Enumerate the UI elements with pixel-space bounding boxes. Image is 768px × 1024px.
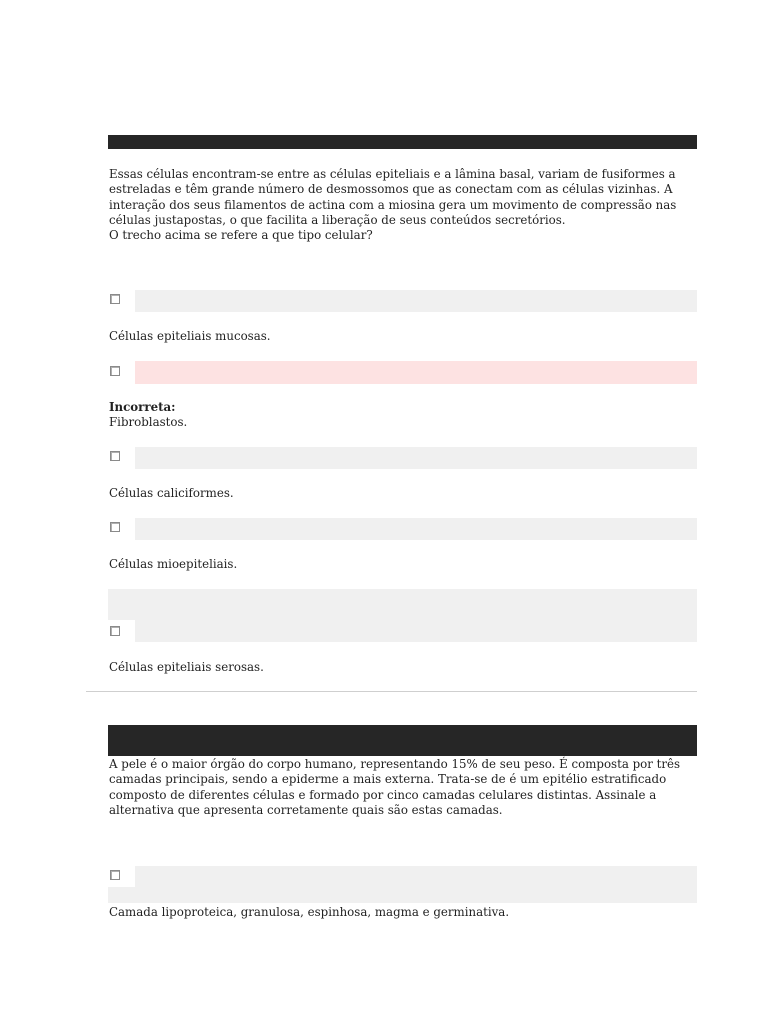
option-checkbox[interactable]: [110, 870, 120, 880]
option-label[interactable]: Células mioepiteliais.: [109, 557, 238, 571]
question-stem-line: interação dos seus filamentos de actina com a miosina gera um movimento de compressão nas: [109, 197, 677, 212]
question-2-header-bar: [108, 725, 697, 756]
option-strip: [135, 518, 697, 540]
option-label[interactable]: Fibroblastos.: [109, 415, 188, 429]
question-1-stem: [109, 167, 699, 243]
option-label[interactable]: Células epiteliais serosas.: [109, 660, 264, 674]
option-checkbox[interactable]: [110, 294, 120, 304]
option-checkbox[interactable]: [110, 366, 120, 376]
option-feedback: Incorreta:: [109, 400, 176, 414]
question-stem-line: estreladas e têm grande número de desmossomos que as conectam com as células vizinhas. A: [109, 182, 673, 197]
option-checkbox[interactable]: [110, 626, 120, 636]
question-2-stem: [109, 757, 699, 818]
option-label[interactable]: Células caliciformes.: [109, 486, 234, 500]
option-checkbox[interactable]: [110, 522, 120, 532]
question-stem-line: camadas principais, sendo a epiderme a mais externa. Trata-se de é um epitélio estratificado: [109, 772, 667, 787]
question-separator: [86, 691, 697, 692]
question-stem-line: células justapostas, o que facilita a liberação de seus conteúdos secretórios.: [109, 212, 566, 227]
question-stem-line: Essas células encontram-se entre as células epiteliais e a lâmina basal, variam de fusiformes a: [109, 167, 676, 181]
option-label[interactable]: Células epiteliais mucosas.: [109, 329, 271, 343]
option-strip: [108, 866, 697, 903]
option-strip: [108, 589, 697, 642]
question-1-header-bar: [108, 135, 697, 149]
option-strip-incorrect: [135, 361, 697, 384]
option-label[interactable]: Camada lipoproteica, granulosa, espinhosa, magma e germinativa.: [109, 905, 510, 919]
question-stem-line: A pele é o maior órgão do corpo humano, representando 15% de seu peso. É composta por três: [109, 757, 681, 771]
option-strip: [135, 447, 697, 469]
question-stem-line: alternativa que apresenta corretamente quais são estas camadas.: [109, 802, 503, 817]
question-stem-line: O trecho acima se refere a que tipo celular?: [109, 228, 373, 243]
option-checkbox[interactable]: [110, 451, 120, 461]
option-strip: [135, 290, 697, 312]
question-stem-line: composto de diferentes células e formado por cinco camadas celulares distintas. Assinale a: [109, 787, 657, 802]
